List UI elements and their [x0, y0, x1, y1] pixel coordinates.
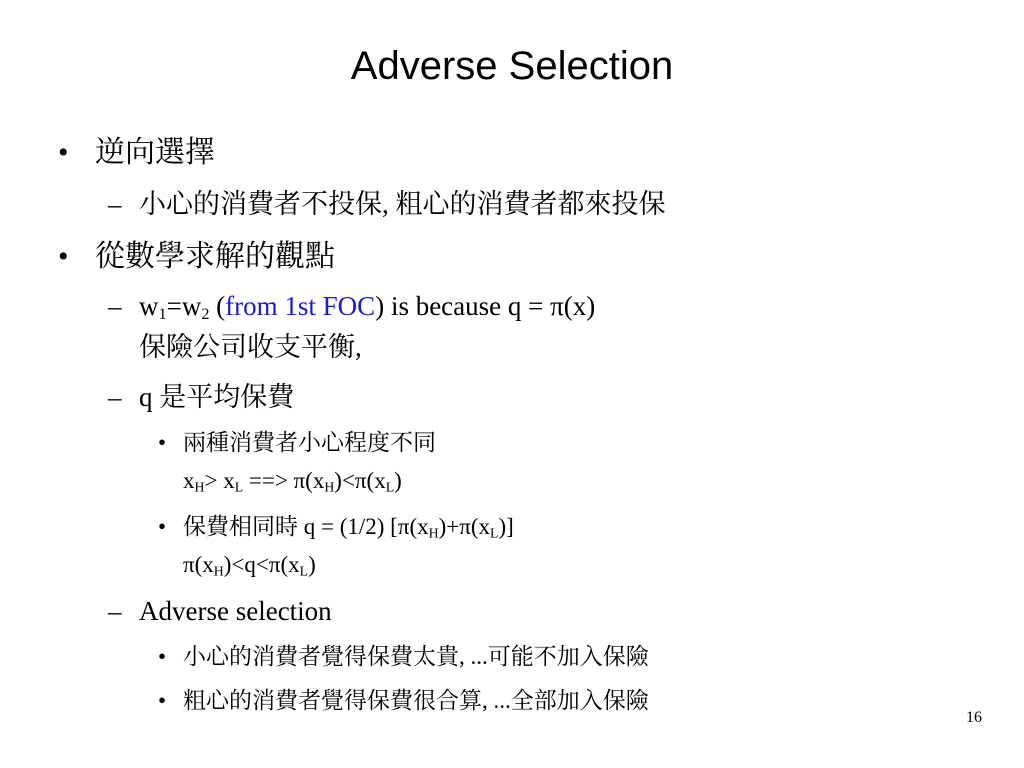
dot-marker: • — [158, 514, 167, 539]
dot-marker: • — [158, 430, 167, 455]
level3-two-types-formula: $x_H> x_L$ ==> $\pi(x_H)<\pi(x_L)$ — [183, 468, 402, 495]
bullet-math-viewpoint: 從數學求解的觀點 — [95, 240, 335, 273]
slide-title: Adverse Selection — [350, 44, 674, 88]
bullet-marker: • — [58, 136, 69, 169]
sub-bullet-foc-line2: 保險公司收支平衡, — [139, 332, 362, 362]
page-number: 16 — [966, 709, 982, 726]
dash-marker: – — [108, 189, 122, 219]
bullet-marker: • — [58, 240, 69, 273]
dash-marker: – — [108, 382, 122, 412]
dash-marker: – — [108, 596, 122, 626]
sub-bullet-average-premium: q 是平均保費 — [139, 382, 295, 412]
level3-same-premium-formula: $\pi(x_H)<q<\pi(x_L)$ — [183, 552, 316, 579]
dash-marker: – — [108, 291, 122, 321]
dot-marker: • — [158, 644, 167, 669]
sub-bullet-foc: $w_1=w_2$ (from 1st FOC) is because q = π(x) — [139, 291, 596, 324]
sub-bullet-careful-careless: 小心的消費者不投保, 粗心的消費者都來投保 — [139, 189, 666, 219]
foc-highlight: from 1st FOC — [225, 291, 376, 321]
level3-careless-all-buy: 粗心的消費者覺得保費很合算, ...全部加入保險 — [183, 688, 649, 713]
level3-two-types: 兩種消費者小心程度不同 — [183, 430, 436, 455]
level3-same-premium: 保費相同時 q = (1/2) $[\pi(x_H)+\pi(x_L)]$ — [183, 514, 514, 541]
level3-careful-may-not-buy: 小心的消費者覺得保費太貴, ...可能不加入保險 — [183, 644, 649, 669]
sub-bullet-adverse-selection: Adverse selection — [139, 596, 332, 626]
bullet-adverse-selection-zh: 逆向選擇 — [95, 136, 215, 169]
dot-marker: • — [158, 688, 167, 713]
